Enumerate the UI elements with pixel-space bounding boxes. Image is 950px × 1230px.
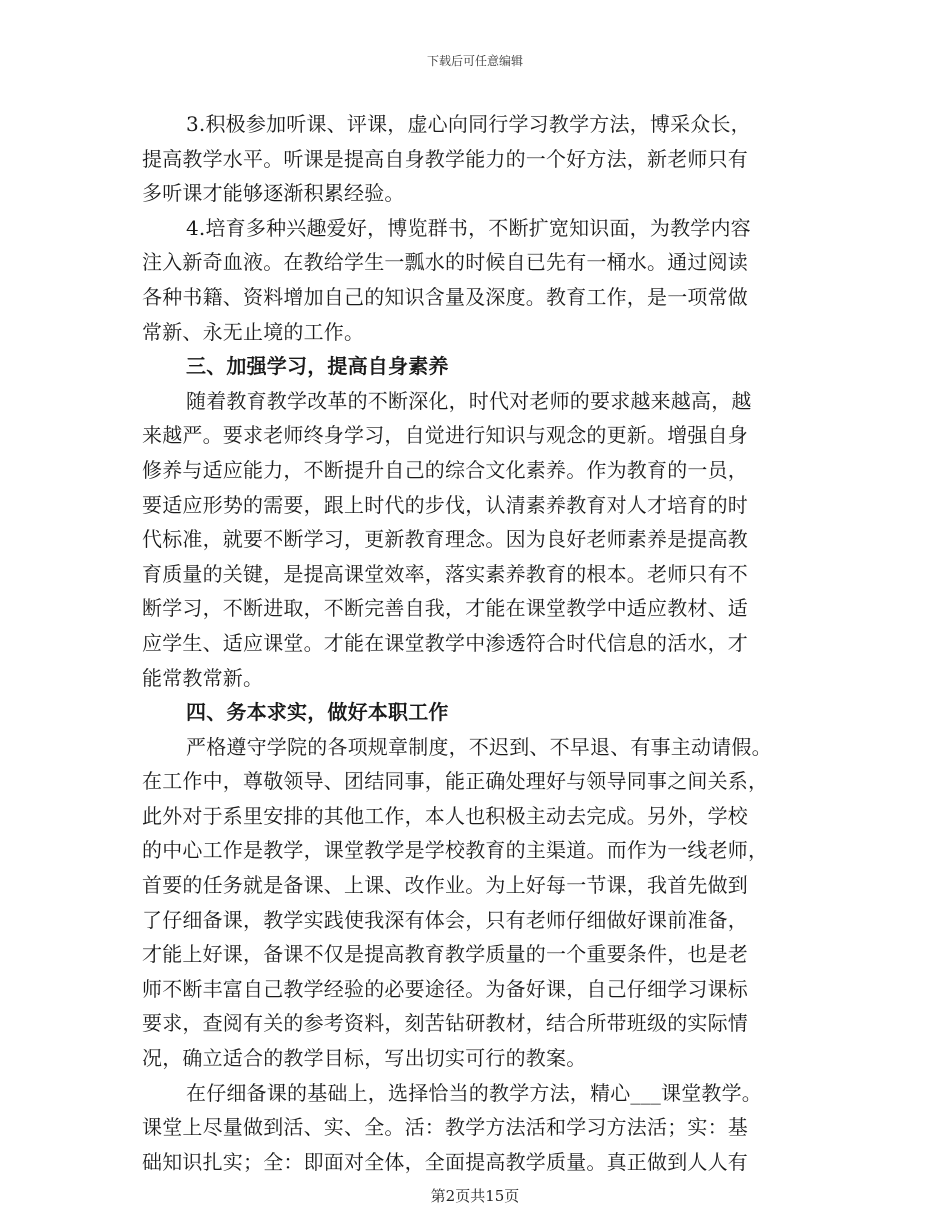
text-line: 师不断丰富自己教学经验的必要途径。为备好课，自己仔细学习课标	[142, 976, 748, 1001]
section-heading: 四、务本求实，做好本职工作	[186, 700, 449, 725]
text-line: 3.积极参加听课、评课，虚心向同行学习教学方法，博采众长，	[186, 112, 751, 136]
text-line: 能常教常新。	[142, 665, 264, 690]
text-line: 严格遵守学院的各项规章制度，不迟到、不早退、有事主动请假。	[186, 734, 772, 759]
text-line: 况，确立适合的教学目标，写出切实可行的教案。	[142, 1046, 587, 1071]
text-line: 注入新奇血液。在教给学生一瓢水的时候自已先有一桶水。通过阅读	[142, 250, 748, 275]
page-header: 下载后可任意编辑	[426, 54, 523, 68]
section-heading: 三、加强学习，提高自身素养	[186, 354, 449, 379]
text-line: 代标准，就要不断学习，更新教育理念。因为良好老师素养是提高教	[142, 527, 748, 552]
text-line: 4.培育多种兴趣爱好，博览群书，不断扩宽知识面，为教学内容	[186, 215, 751, 240]
text-line: 多听课才能够逐渐积累经验。	[142, 181, 405, 206]
text-line: 修养与适应能力，不断提升自己的综合文化素养。作为教育的一员，	[142, 457, 748, 482]
body-text	[142, 107, 808, 1179]
text-line: 课堂上尽量做到活、实、全。活：教学方法活和学习方法活；实：基	[142, 1115, 748, 1140]
text-line: 在仔细备课的基础上，选择恰当的教学方法，精心___课堂教学。	[186, 1080, 762, 1105]
text-line: 随着教育教学改革的不断深化，时代对老师的要求越来越高，越	[186, 388, 752, 413]
text-line: 了仔细备课，教学实践使我深有体会，只有老师仔细做好课前准备，	[142, 907, 748, 932]
text-line: 常新、永无止境的工作。	[142, 319, 365, 344]
text-line: 要适应形势的需要，跟上时代的步伐，认清素养教育对人才培育的时	[142, 492, 748, 517]
text-line: 育质量的关键，是提高课堂效率，落实素养教育的根本。老师只有不	[142, 561, 748, 586]
text-line: 首要的任务就是备课、上课、改作业。为上好每一节课，我首先做到	[142, 873, 748, 898]
page-footer: 第2页共15页	[430, 1187, 520, 1205]
text-line: 提高教学水平。听课是提高自身教学能力的一个好方法，新老师只有	[142, 146, 748, 171]
text-line: 才能上好课，备课不仅是提高教育教学质量的一个重要条件，也是老	[142, 942, 748, 967]
text-line: 各种书籍、资料增加自己的知识含量及深度。教育工作，是一项常做	[142, 284, 748, 309]
text-line: 此外对于系里安排的其他工作，本人也积极主动去完成。另外，学校	[142, 803, 748, 828]
text-line: 的中心工作是教学，课堂教学是学校教育的主渠道。而作为一线老师，	[142, 838, 769, 863]
text-line: 来越严。要求老师终身学习，自觉进行知识与观念的更新。增强自身	[142, 423, 748, 448]
text-line: 在工作中，尊敬领导、团结同事，能正确处理好与领导同事之间关系，	[142, 769, 769, 794]
text-line: 础知识扎实；全：即面对全体，全面提高教学质量。真正做到人人有	[142, 1149, 748, 1174]
text-line: 要求，查阅有关的参考资料，刻苦钻研教材，结合所带班级的实际情	[142, 1011, 748, 1036]
text-line: 应学生、适应课堂。才能在课堂教学中渗透符合时代信息的活水，才	[142, 630, 748, 655]
text-line: 断学习，不断进取，不断完善自我，才能在课堂教学中适应教材、适	[142, 596, 748, 621]
